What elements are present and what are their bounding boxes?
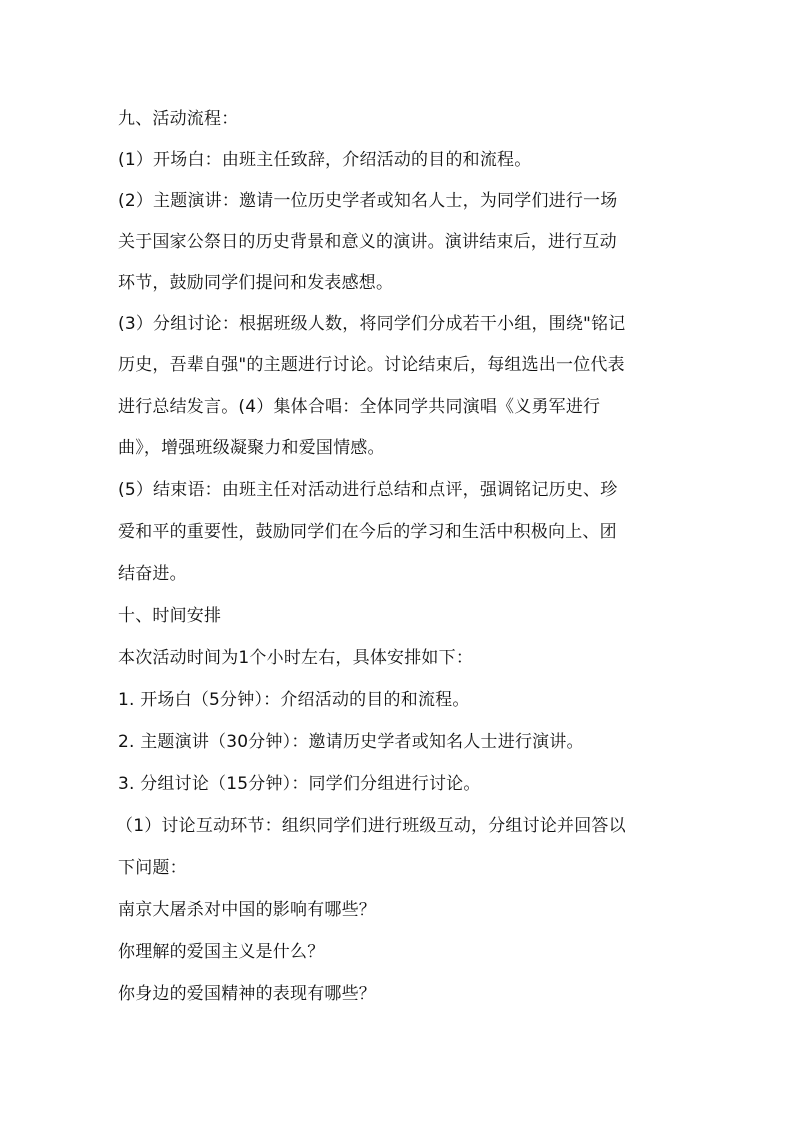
question-item: 你理解的爱国主义是什么？ (118, 942, 325, 962)
section-heading-schedule: 十、时间安排 (118, 606, 222, 626)
paragraph-line: 下问题： (118, 858, 187, 878)
paragraph-line: 环节，鼓励同学们提问和发表感想。 (118, 273, 394, 293)
paragraph-line: （1）讨论互动环节：组织同学们进行班级互动，分组讨论并回答以 (116, 816, 626, 836)
paragraph-line: 本次活动时间为1个小时左右，具体安排如下： (118, 648, 474, 668)
paragraph-line: (1）开场白：由班主任致辞，介绍活动的目的和流程。 (118, 150, 532, 170)
list-item: 2. 主题演讲（30分钟）：邀请历史学者或知名人士进行演讲。 (118, 732, 584, 752)
paragraph-line: 历史，吾辈自强"的主题进行讨论。讨论结束后，每组选出一位代表 (118, 355, 625, 375)
question-item: 你身边的爱国精神的表现有哪些？ (118, 984, 376, 1004)
section-heading-activity-flow: 九、活动流程： (118, 109, 239, 129)
paragraph-line: 进行总结发言。(4）集体合唱：全体同学共同演唱《义勇军进行 (118, 397, 601, 417)
list-item: 1. 开场白（5分钟）：介绍活动的目的和流程。 (118, 690, 470, 710)
question-item: 南京大屠杀对中国的影响有哪些？ (118, 900, 376, 920)
paragraph-line: 曲》，增强班级凝聚力和爱国情感。 (118, 438, 385, 458)
paragraph-line: 结奋进。 (118, 564, 187, 584)
paragraph-line: (5）结束语：由班主任对活动进行总结和点评，强调铭记历史、珍 (118, 480, 618, 500)
paragraph-line: (2）主题演讲：邀请一位历史学者或知名人士，为同学们进行一场 (118, 191, 618, 211)
list-item: 3. 分组讨论（15分钟）：同学们分组进行讨论。 (118, 774, 481, 794)
paragraph-line: (3）分组讨论：根据班级人数，将同学们分成若干小组，围绕"铭记 (118, 314, 626, 334)
paragraph-line: 关于国家公祭日的历史背景和意义的演讲。演讲结束后，进行互动 (118, 232, 617, 252)
paragraph-line: 爱和平的重要性，鼓励同学们在今后的学习和生活中积极向上、团 (118, 522, 617, 542)
